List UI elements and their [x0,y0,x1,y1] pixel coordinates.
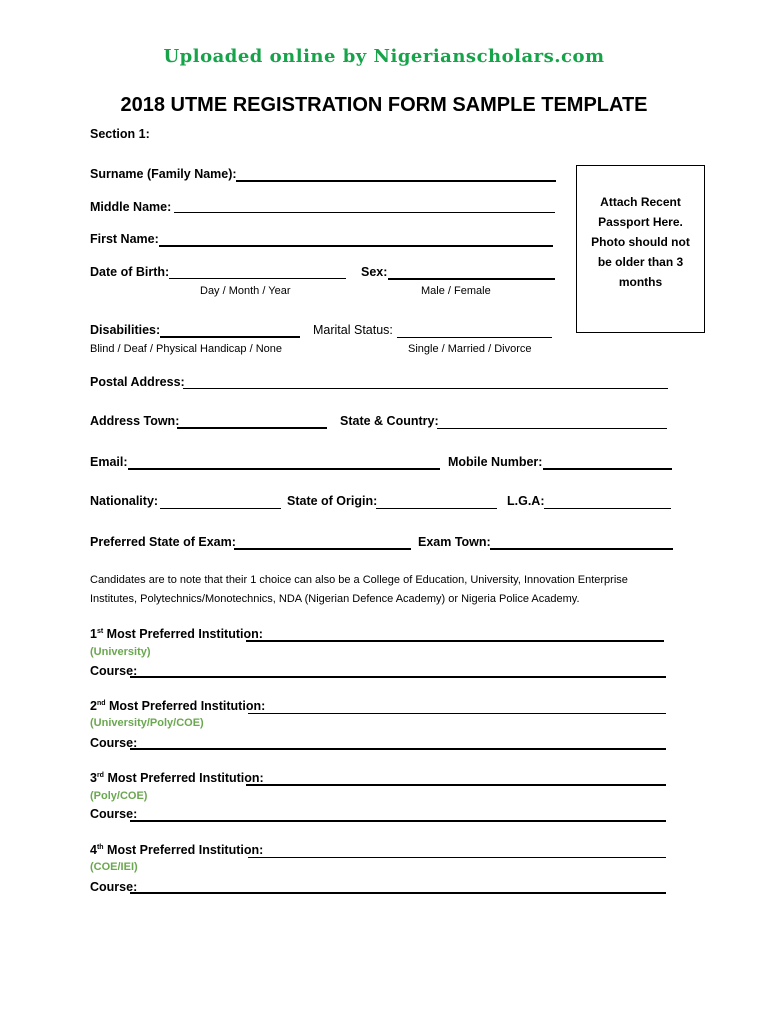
course-2-label: Course: [90,736,138,750]
sex-field[interactable] [388,278,555,280]
institution-1-num: 1 [90,627,97,641]
course-1-label: Course: [90,664,138,678]
institution-1-label [90,627,263,641]
nationality-label: Nationality: [90,494,159,508]
course-4-field[interactable] [130,892,666,894]
institution-4-text: Most Preferred Institution: [107,843,264,857]
institution-2-num: 2 [90,699,97,713]
state-country-field[interactable] [437,428,667,429]
page-title: 2018 UTME REGISTRATION FORM SAMPLE TEMPLATE [120,94,648,116]
institution-4-label [90,843,263,857]
first-name-label: First Name: [90,232,159,246]
address-town-label: Address Town: [90,414,180,428]
photo-instructions: Attach Recent Passport Here. Photo should not be older than 3 months [591,195,690,289]
middle-name-label: Middle Name: [90,200,172,214]
institution-2-label [90,699,265,713]
institution-1-field[interactable] [246,640,664,642]
surname-field[interactable] [236,180,556,182]
course-3-field[interactable] [130,820,666,822]
institution-1-sup: st [96,627,104,635]
institution-4-sup: th [96,843,104,851]
course-1-field[interactable] [130,676,666,678]
state-origin-label: State of Origin: [287,494,378,508]
lga-field[interactable] [544,508,671,509]
institution-3-text: Most Preferred Institution: [107,771,264,785]
pref-state-field[interactable] [234,548,411,550]
email-field[interactable] [128,468,440,470]
lga-label: L.G.A: [507,494,545,508]
passport-photo-box[interactable] [576,165,705,333]
disabilities-label: Disabilities: [90,323,161,337]
dob-label: Date of Birth: [90,265,170,279]
sex-label: Sex: [361,265,388,279]
marital-status-label: Marital Status: [313,323,393,337]
section-label: Section 1: [90,127,150,141]
postal-address-label: Postal Address: [90,375,185,389]
institution-2-text: Most Preferred Institution: [109,699,266,713]
institution-4-num: 4 [90,843,97,857]
site-banner: Uploaded online by Nigerianscholars.com [163,46,605,67]
first-name-field[interactable] [159,245,553,247]
dob-field[interactable] [169,278,346,279]
email-label: Email: [90,455,128,469]
institution-3-field[interactable] [246,784,666,786]
institution-2-type: (University/Poly/COE) [90,717,204,729]
course-2-field[interactable] [130,748,666,750]
institution-3-sup: rd [96,771,104,779]
institution-3-label [90,771,264,785]
institution-3-num: 3 [90,771,97,785]
institution-1-type: (University) [90,646,151,658]
institution-3-type: (Poly/COE) [90,790,148,802]
state-origin-field[interactable] [376,508,497,509]
dob-hint: Day / Month / Year [200,285,291,297]
institution-4-type: (COE/IEI) [90,861,138,873]
mobile-field[interactable] [543,468,672,470]
institution-2-sup: nd [96,699,106,707]
state-country-label: State & Country: [340,414,439,428]
middle-name-field[interactable] [174,212,555,213]
institution-2-field[interactable] [248,713,666,714]
marital-status-field[interactable] [397,337,552,338]
surname-label: Surname (Family Name): [90,167,237,181]
address-town-field[interactable] [177,427,327,429]
disabilities-field[interactable] [160,336,300,338]
institution-4-field[interactable] [248,857,666,858]
exam-town-field[interactable] [490,548,673,550]
institution-1-text: Most Preferred Institution: [106,627,263,641]
nationality-field[interactable] [160,508,281,509]
pref-state-label: Preferred State of Exam: [90,535,236,549]
postal-address-field[interactable] [183,388,668,389]
exam-town-label: Exam Town: [418,535,491,549]
disabilities-hint: Blind / Deaf / Physical Handicap / None [90,343,282,355]
course-4-label: Course: [90,880,138,894]
course-3-label: Course: [90,807,138,821]
sex-hint: Male / Female [421,285,491,297]
candidates-note: Candidates are to note that their 1 choice can also be a College of Education, University, Innovation Enterprise Institutes, Polytechnics/Monotechnics, NDA (Nigerian Defence Academy) or Nigeria Police Academy. [90,574,628,605]
mobile-label: Mobile Number: [448,455,543,469]
marital-hint: Single / Married / Divorce [408,343,532,355]
